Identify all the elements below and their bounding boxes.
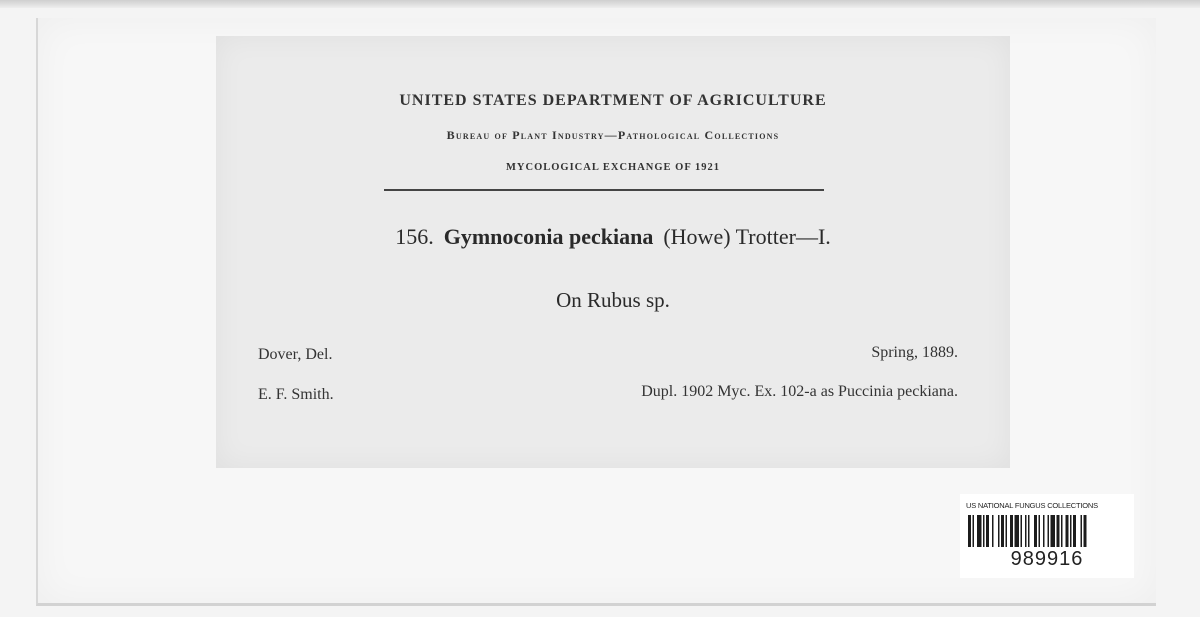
collector: E. F. Smith. <box>258 386 334 403</box>
collection-date: Spring, 1889. <box>871 344 958 361</box>
scan-top-edge <box>0 0 1200 8</box>
barcode-title: US NATIONAL FUNGUS COLLECTIONS <box>966 501 1098 510</box>
header-bureau: Bureau of Plant Industry—Pathological Collections <box>446 128 780 142</box>
specimen-label <box>216 36 1010 468</box>
species-authority: (Howe) Trotter—I. <box>663 224 831 249</box>
header-divider <box>384 189 824 191</box>
species-line <box>216 224 1010 250</box>
barcode-number: 989916 <box>1010 548 1084 570</box>
duplicate-note: Dupl. 1902 Myc. Ex. 102-a as Puccinia peckiana. <box>641 383 958 400</box>
header-department: UNITED STATES DEPARTMENT OF AGRICULTURE <box>399 92 827 109</box>
locality: Dover, Del. <box>258 346 333 363</box>
barcode-label <box>960 494 1134 578</box>
specimen-number: 156. <box>395 224 434 249</box>
barcode-bars <box>968 515 1118 547</box>
species-name: Gymnoconia peckiana <box>443 224 654 249</box>
header-exchange: MYCOLOGICAL EXCHANGE OF 1921 <box>506 162 720 173</box>
host-line: On Rubus sp. <box>556 288 670 312</box>
